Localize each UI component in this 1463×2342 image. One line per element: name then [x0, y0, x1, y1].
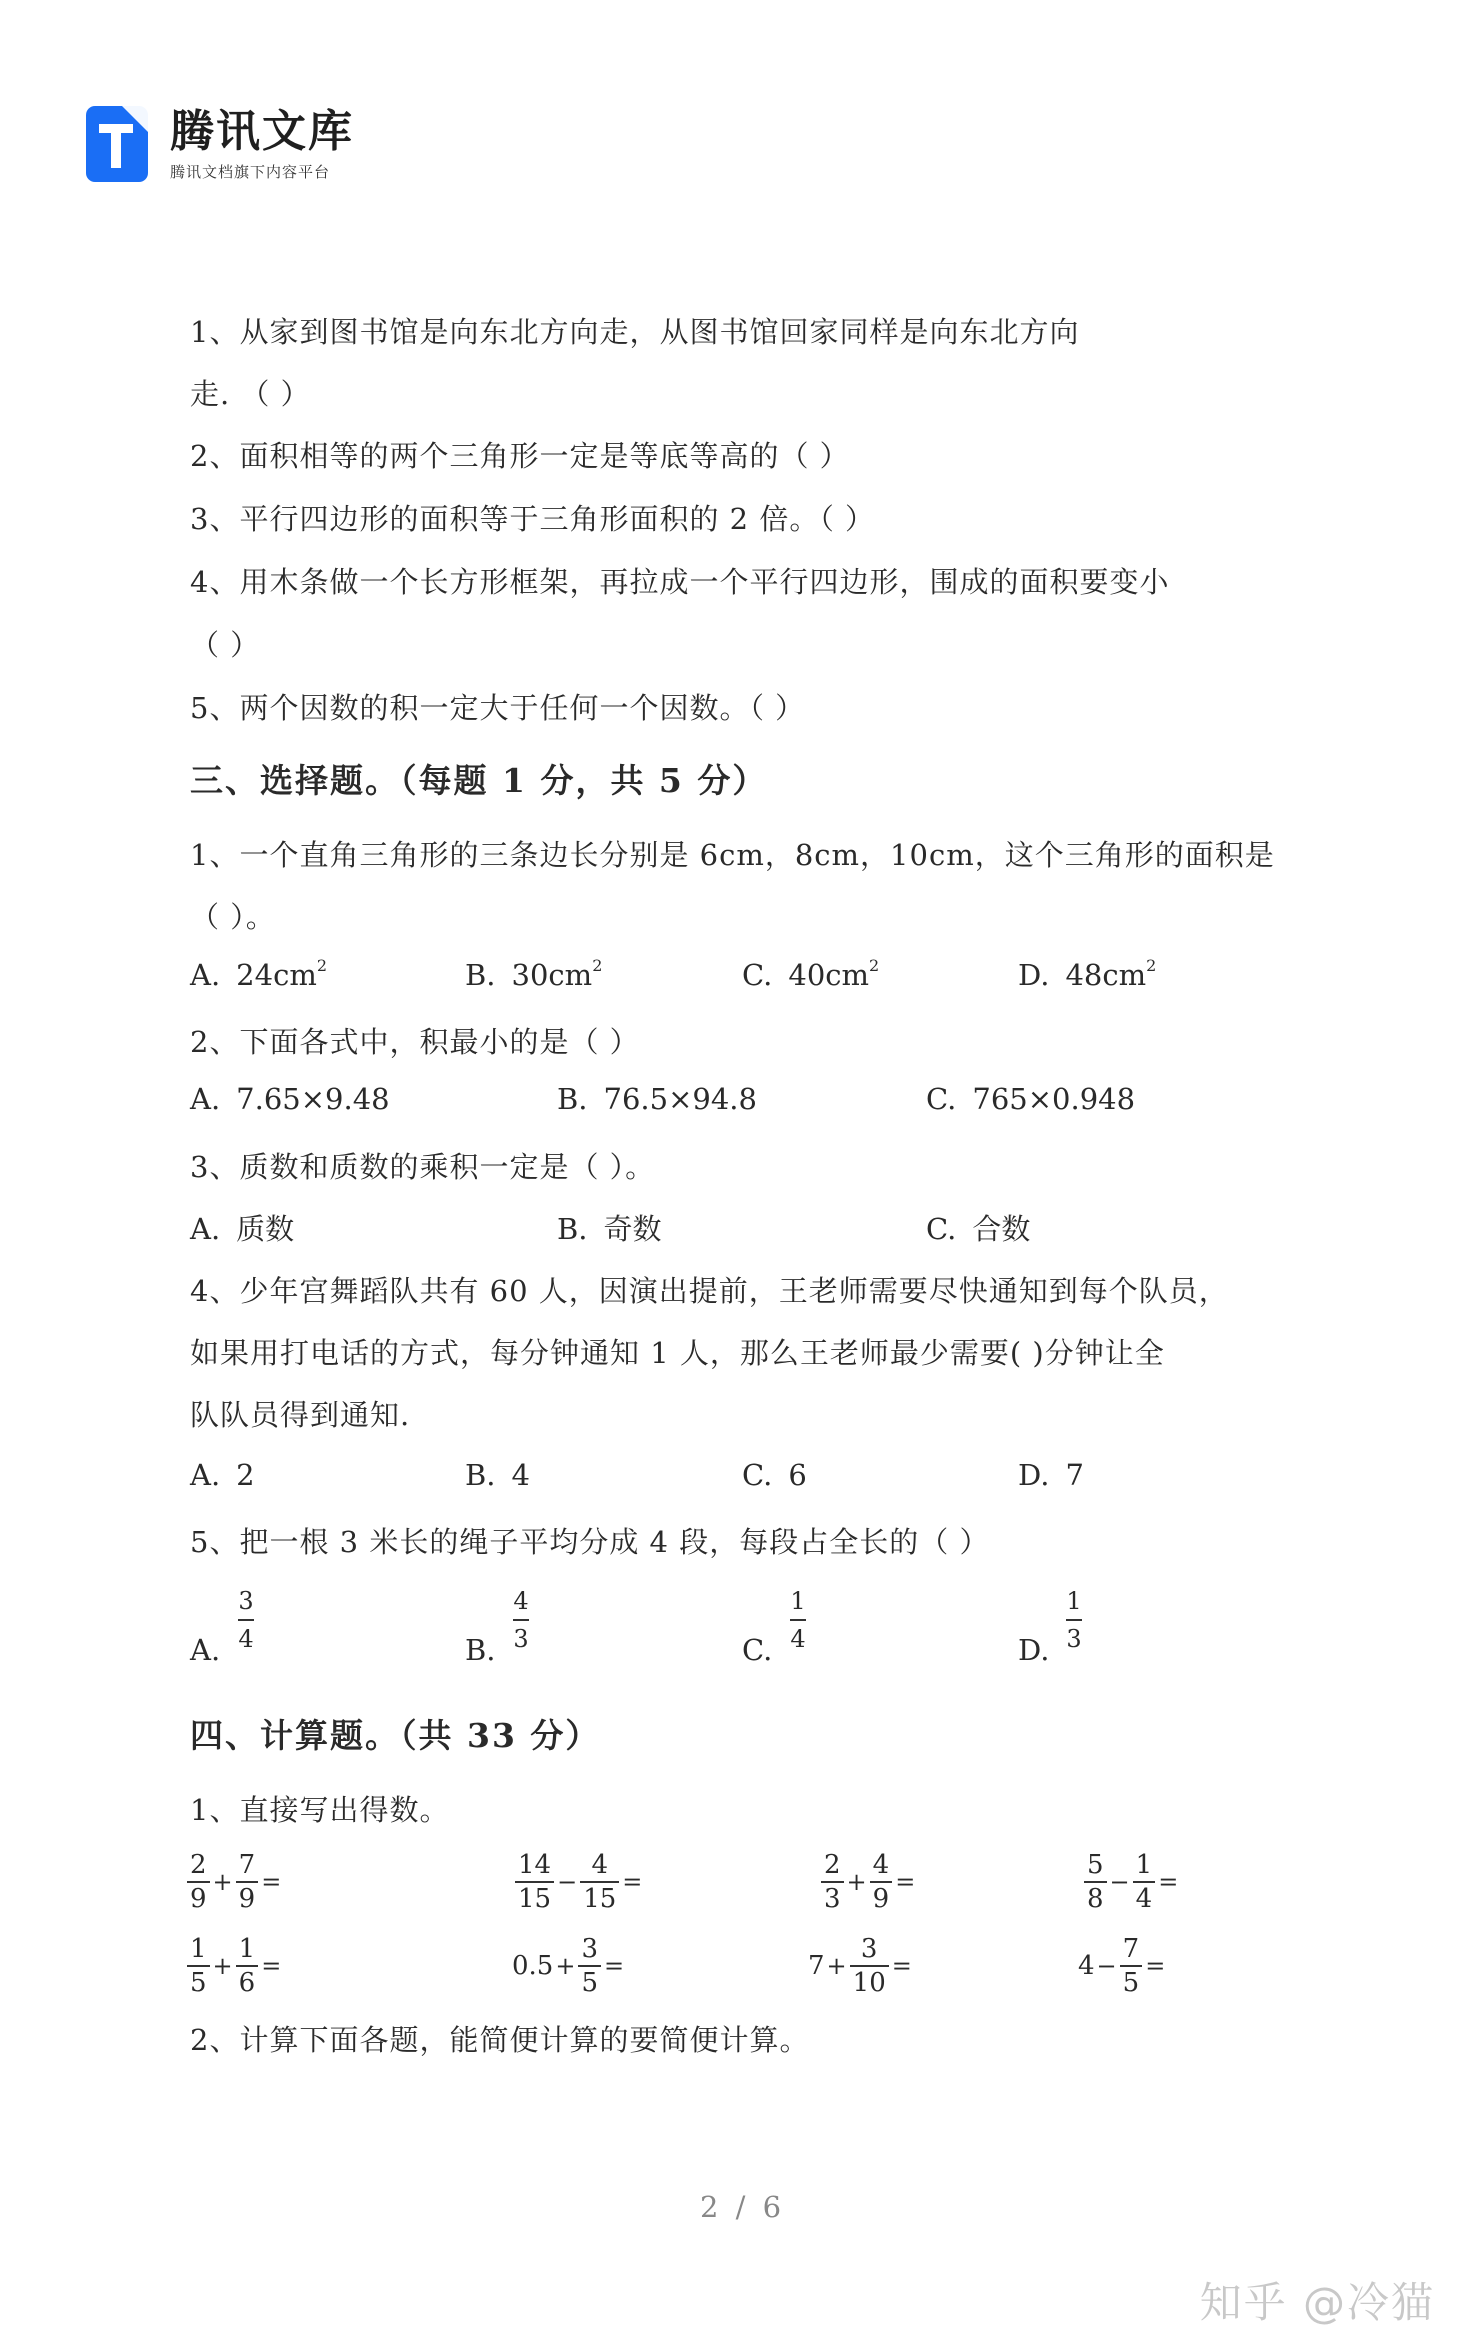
- judge-q1-line1: 1、从家到图书馆是向东北方向走，从图书馆回家同样是向东北方向: [190, 315, 1080, 349]
- judge-q1-line2: 走. （ ）: [190, 377, 311, 411]
- choice-q2-option-a: A. 7.65×9.48: [190, 1082, 390, 1116]
- choice-q5-option-c: C. 1 4: [742, 1587, 806, 1667]
- calc-q2: 2、计算下面各题，能简便计算的要简便计算。: [190, 2023, 810, 2057]
- choice-q1-option-a: A. $24cm^2$: [190, 956, 328, 992]
- judge-q4-line1: 4、用木条做一个长方形框架，再拉成一个平行四边形，围成的面积要变小: [190, 565, 1170, 599]
- choice-q4-option-c: C. 6: [742, 1458, 807, 1492]
- judge-q4-line2: （ ）: [190, 628, 261, 662]
- choice-q3-option-a: A. 质数: [190, 1212, 295, 1246]
- choice-q2: 2、下面各式中，积最小的是（ ）: [190, 1025, 640, 1059]
- choice-q5-option-a: A. 3 4: [190, 1587, 254, 1667]
- choice-q1-option-c: C. $40cm^2$: [742, 956, 880, 992]
- choice-q4-line1: 4、少年宫舞蹈队共有 60 人，因演出提前，王老师需要尽快通知到每个队员，: [190, 1274, 1229, 1308]
- calc-item-4: $\frac{5}{8}$ − $\frac{1}{4}$ =: [1083, 1842, 1180, 1922]
- section-heading-calc: 四、计算题。（共 33 分）: [190, 1716, 601, 1755]
- choice-q3-option-b: B. 奇数: [557, 1212, 662, 1246]
- choice-q1-option-d: D. $48cm^2$: [1018, 956, 1157, 992]
- page-number: 2 / 6: [700, 2190, 786, 2224]
- calc-item-1: $\frac{2}{9}$ + $\frac{7}{9}$ =: [186, 1842, 283, 1922]
- choice-q4-line2: 如果用打电话的方式，每分钟通知 1 人，那么王老师最少需要( )分钟让全: [190, 1336, 1165, 1370]
- choice-q5-option-b: B. 4 3: [465, 1587, 529, 1667]
- calc-item-6: 0.5 + $\frac{3}{5}$ =: [512, 1934, 625, 1998]
- zhihu-watermark: 知乎 @冷猫: [1199, 2278, 1435, 2327]
- tencent-wenku-logo: [86, 105, 354, 182]
- judge-q5: 5、两个因数的积一定大于任何一个因数。（ ）: [190, 691, 806, 725]
- choice-q2-option-b: B. 76.5×94.8: [557, 1082, 757, 1116]
- choice-q3-option-c: C. 合数: [926, 1212, 1031, 1246]
- choice-q4-option-a: A. 2: [190, 1458, 255, 1492]
- choice-q1-option-b: B. $30cm^2$: [465, 956, 603, 992]
- choice-q5-option-d: D. 1 3: [1018, 1587, 1082, 1667]
- calc-q1: 1、直接写出得数。: [190, 1793, 450, 1827]
- calc-item-2: $\frac{14}{15}$ − $\frac{4}{15}$ =: [514, 1842, 644, 1922]
- choice-q1-line2: （ ）。: [190, 900, 276, 934]
- choice-q4-line3: 队队员得到通知.: [190, 1398, 411, 1432]
- choice-q3: 3、质数和质数的乘积一定是（ ）。: [190, 1150, 656, 1184]
- logo-slogan: 腾讯文档旗下内容平台: [170, 163, 331, 181]
- choice-q4-option-b: B. 4: [465, 1458, 530, 1492]
- choice-q1-line1: 1、一个直角三角形的三条边长分别是 6cm，8cm，10cm，这个三角形的面积是: [190, 838, 1275, 872]
- section-heading-choice: 三、选择题。（每题 1 分，共 5 分）: [190, 761, 768, 800]
- calc-item-5: $\frac{1}{5}$ + $\frac{1}{6}$ =: [186, 1926, 283, 2006]
- judge-q2: 2、面积相等的两个三角形一定是等底等高的（ ）: [190, 439, 850, 473]
- choice-q5: 5、把一根 3 米长的绳子平均分成 4 段，每段占全长的（ ）: [190, 1525, 990, 1559]
- tencent-wenku-logo-icon: [86, 106, 148, 182]
- choice-q4-option-d: D. 7: [1018, 1458, 1084, 1492]
- logo-name: 腾讯文库: [170, 106, 354, 157]
- choice-q2-option-c: C. 765×0.948: [926, 1082, 1136, 1116]
- calc-item-3: $\frac{2}{3}$ + $\frac{4}{9}$ =: [820, 1842, 917, 1922]
- calc-item-8: 4 − $\frac{7}{5}$ =: [1078, 1934, 1166, 1998]
- judge-q3: 3、平行四边形的面积等于三角形面积的 2 倍。（ ）: [190, 502, 876, 536]
- calc-item-7: 7 + $\frac{3}{10}$ =: [808, 1934, 912, 1998]
